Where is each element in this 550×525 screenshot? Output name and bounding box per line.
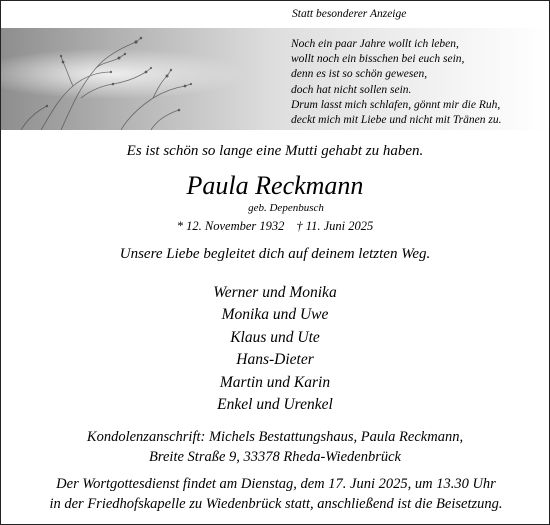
condolence-line: Breite Straße 9, 33378 Rheda-Wiedenbrück <box>149 449 401 465</box>
family-member: Klaus und Ute <box>230 328 320 346</box>
service-line: in der Friedhofskapelle zu Wiedenbrück statt, anschließend ist die Beisetzung. <box>49 496 503 512</box>
poem-line: deckt mich mit Liebe und nicht mit Tränen zu. <box>291 114 502 127</box>
birth-name: geb. Depenbusch <box>248 202 324 214</box>
poem-line: doch hat nicht sollen sein. <box>291 83 412 96</box>
birth-date: * 12. November 1932 <box>176 219 285 233</box>
family-member: Werner und Monika <box>213 284 337 301</box>
service-line: Der Wortgottesdienst findet am Dienstag, dem 17. Juni 2025, um 13.30 Uhr <box>56 476 496 492</box>
deceased-name: Paula Reckmann <box>186 171 364 200</box>
death-date: † 11. Juni 2025 <box>296 219 374 233</box>
condolence-address <box>0 427 550 467</box>
poem-line: Noch ein paar Jahre wollt ich leben, <box>291 38 459 50</box>
condolence-line: Kondolenzanschrift: Michels Bestattungshaus, Paula Reckmann, <box>86 429 464 445</box>
family-member: Monika und Uwe <box>221 306 329 324</box>
family-member: Martin und Karin <box>219 373 331 391</box>
intro-text: Es ist schön so lange eine Mutti gehabt zu haben. <box>126 143 424 159</box>
poem <box>291 37 502 128</box>
family-member: Hans-Dieter <box>236 351 314 369</box>
family-list <box>0 282 550 416</box>
header-note: Statt besonderer Anzeige <box>292 8 407 20</box>
poem-line: wollt noch ein bisschen bei euch sein, <box>291 53 465 66</box>
motto-text: Unsere Liebe begleitet dich auf deinem letzten Weg. <box>119 246 431 262</box>
poem-line: denn es ist so schön gewesen, <box>291 68 428 81</box>
poem-line: Drum lasst mich schlafen, gönnt mir die Ruh, <box>291 98 501 111</box>
family-member: Enkel und Urenkel <box>217 396 333 414</box>
life-dates <box>0 219 550 234</box>
service-info <box>1 474 550 514</box>
